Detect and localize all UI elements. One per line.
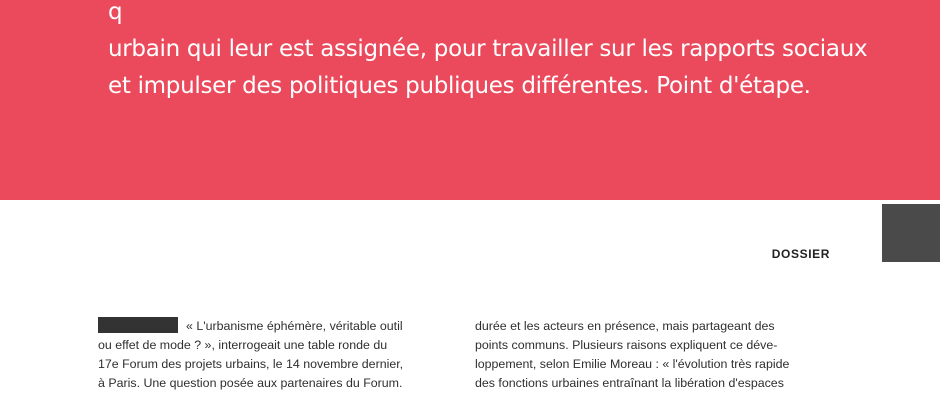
article-line: durée et les acteurs en présence, mais partageant des xyxy=(475,319,775,333)
article-line: 17e Forum des projets urbains, le 14 novembre dernier, xyxy=(98,357,404,371)
lead-line: et impulser des politiques publiques différentes. Point d'étape. xyxy=(108,73,811,99)
article-column-left xyxy=(98,317,453,393)
article-line xyxy=(98,317,453,336)
article-line: points communs. Plusieurs raisons expliquent ce déve- xyxy=(475,338,778,352)
lead-paragraph xyxy=(108,0,898,105)
section-label: DOSSIER xyxy=(771,247,830,261)
article-line: loppement, selon Emilie Moreau : « l'évolution très rapide xyxy=(475,357,790,371)
lead-line: urbain qui leur est assignée, pour travailler sur les rapports sociaux xyxy=(108,36,868,62)
article-line: des fonctions urbaines entraînant la libération d'espaces xyxy=(475,376,784,390)
article-line: à Paris. Une question posée aux partenaires du Forum. xyxy=(98,376,403,390)
section-tab-marker xyxy=(882,204,940,262)
redaction-bar xyxy=(98,317,178,333)
article-column-right xyxy=(475,317,830,393)
article-line-text: « L'urbanisme éphémère, véritable outil xyxy=(186,319,403,333)
article-line: ou effet de mode ? », interrogeait une table ronde du xyxy=(98,338,388,352)
lead-line: q xyxy=(108,0,123,25)
